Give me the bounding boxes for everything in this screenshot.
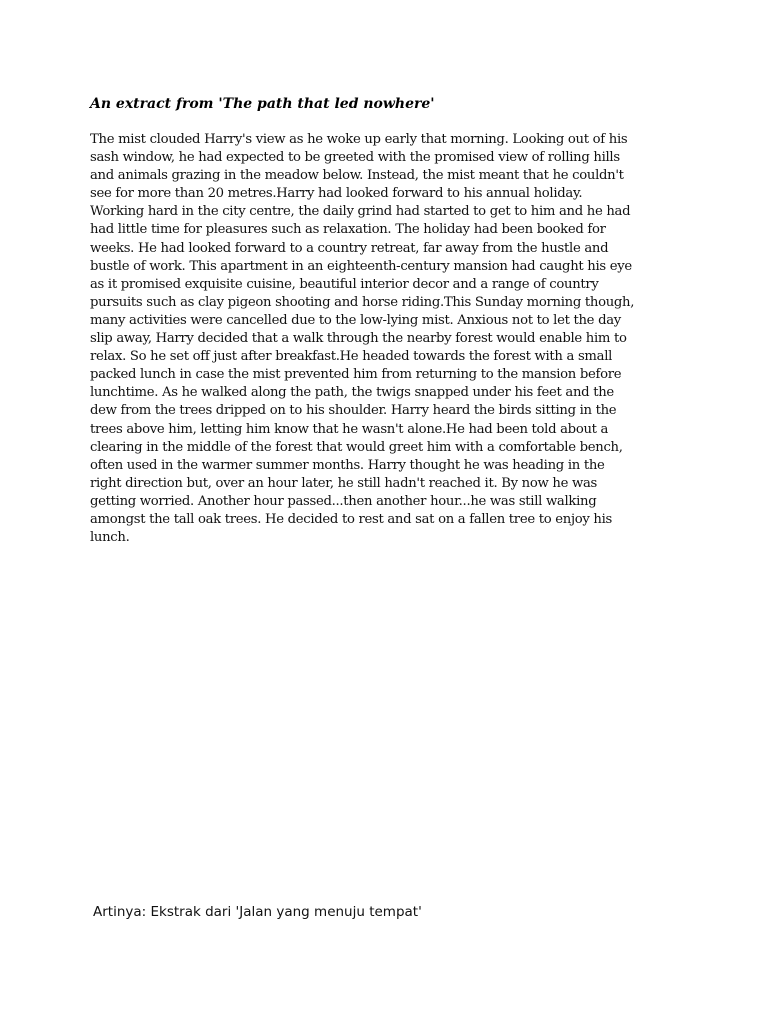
document-title: An extract from 'The path that led nowhere' (90, 96, 435, 112)
story-paragraph: The mist clouded Harry's view as he woke up early that morning. Looking out of his sash window, he had expected to be greeted with the promised view of rolling hills and animals grazing in the meadow below. Instead, the mist meant that he couldn't see for more than 20 metres.Harry had looked forward to his annual holiday. Working hard in the city centre, the daily grind had started to get to him and he had had little time for pleasures such as relaxation. The holiday had been booked for weeks. He had looked forward to a country retreat, far away from the hustle and bustle of work. This apartment in an eighteenth-century mansion had caught his eye as it promised exquisite cuisine, beautiful interior decor and a range of country pursuits such as clay pigeon shooting and horse riding.This Sunday morning though, many activities were cancelled due to the low-lying mist. Anxious not to let the day slip away, Harry decided that a walk through the nearby forest would enable him to relax. So he set off just after breakfast.He headed towards the forest with a small packed lunch in case the mist prevented him from returning to the mansion before lunchtime. As he walked along the path, the twigs snapped under his feet and the dew from the trees dripped on to his shoulder. Harry heard the birds sitting in the trees above him, letting him know that he wasn't alone.He had been told about a clearing in the middle of the forest that would greet him with a comfortable bench, often used in the warmer summer months. Harry thought he was heading in the right direction but, over an hour later, he still hadn't reached it. By now he was getting worried. Another hour passed...then another hour...he was still walking amongst the tall oak trees. He decided to rest and sat on a fallen tree to enjoy his lunch. (90, 132, 635, 546)
translation-note: Artinya: Ekstrak dari 'Jalan yang menuju tempat' (93, 904, 422, 920)
